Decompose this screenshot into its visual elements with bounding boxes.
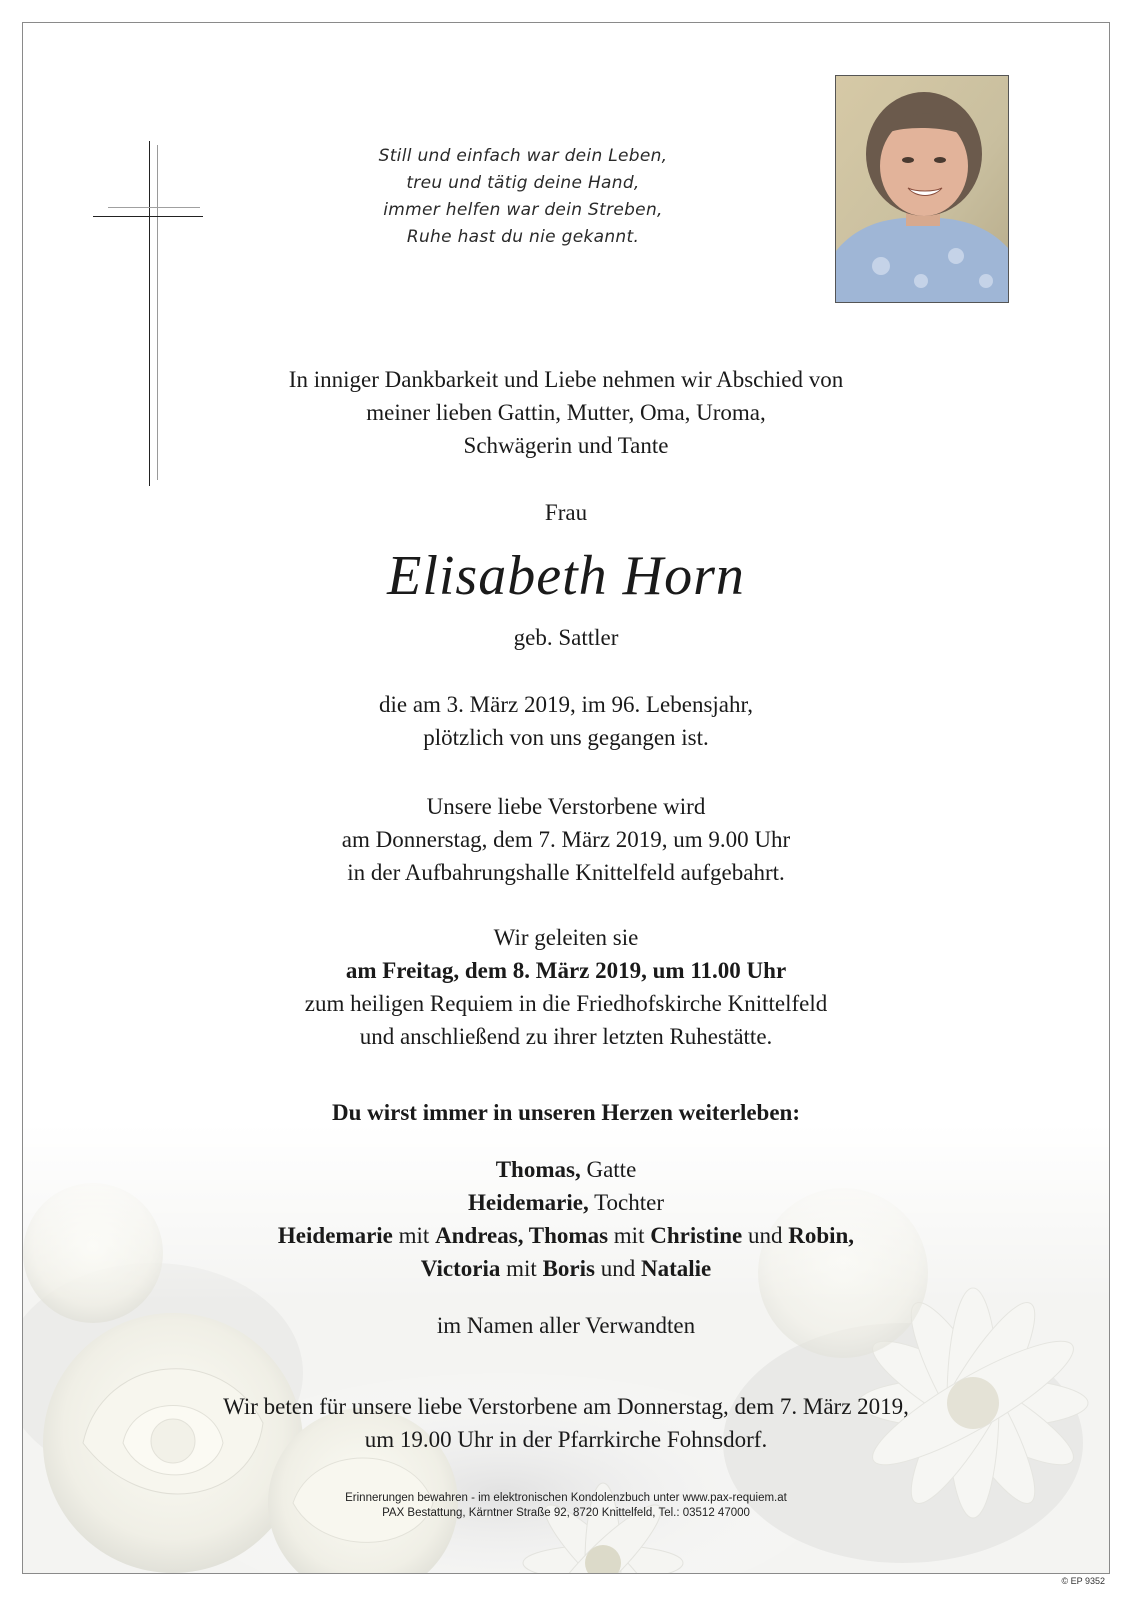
requiem-notice [23,921,1109,1053]
verse-line: Still und einfach war dein Leben, [378,146,668,166]
intro-line: In inniger Dankbarkeit und Liebe nehmen wir Abschied von [288,367,844,392]
family-row: Heidemarie mit Andreas, Thomas mit Christine und Robin, [277,1223,855,1248]
birth-name: geb. Sattler [513,625,619,650]
family-row: Victoria mit Boris und Natalie [420,1256,712,1281]
portrait-photo [835,75,1009,303]
requiem-line: und anschließend zu ihrer letzten Ruhestätte. [359,1024,773,1049]
intro-text [23,363,1109,462]
footer-line: PAX Bestattung, Kärntner Straße 92, 8720 Knittelfeld, Tel.: 03512 47000 [382,1507,750,1519]
title-frau: Frau [544,500,588,525]
obituary-card [22,22,1110,1574]
memorial-verse [373,143,673,251]
footer-info [23,1491,1109,1521]
viewing-notice [23,790,1109,889]
family-row: Heidemarie, Tochter [468,1190,664,1215]
cross-horizontal-shadow [108,207,200,208]
verse-line: Ruhe hast du nie gekannt. [406,227,640,247]
intro-line: Schwägerin und Tante [463,433,669,458]
print-code: © EP 9352 [1061,1576,1105,1586]
requiem-date: am Freitag, dem 8. März 2019, um 11.00 Uhr [345,958,787,983]
requiem-line: Wir geleiten sie [493,925,639,950]
prayer-line: um 19.00 Uhr in der Pfarrkirche Fohnsdorf. [364,1427,768,1452]
viewing-line: am Donnerstag, dem 7. März 2019, um 9.00 Uhr [341,827,791,852]
death-notice [23,688,1109,754]
card-content [23,23,1109,1573]
death-line: plötzlich von uns gegangen ist. [423,725,709,750]
requiem-line: zum heiligen Requiem in die Friedhofskirche Knittelfeld [304,991,828,1016]
viewing-line: Unsere liebe Verstorbene wird [426,794,706,819]
death-line: die am 3. März 2019, im 96. Lebensjahr, [378,692,753,717]
family-row: Thomas, Gatte [495,1157,637,1182]
cross-horizontal-line [93,216,203,217]
intro-line: meiner lieben Gattin, Mutter, Oma, Uroma, [366,400,766,425]
family-list [23,1153,1109,1285]
footer-line: Erinnerungen bewahren - im elektronischen Kondolenzbuch unter www.pax-requiem.at [345,1492,787,1504]
behalf-line: im Namen aller Verwandten [436,1313,696,1338]
prayer-line: Wir beten für unsere liebe Verstorbene am Donnerstag, dem 7. März 2019, [223,1394,909,1419]
viewing-line: in der Aufbahrungshalle Knittelfeld aufgebahrt. [347,860,785,885]
prayer-notice [23,1390,1109,1456]
verse-line: immer helfen war dein Streben, [383,200,663,220]
heart-line: Du wirst immer in unseren Herzen weiterleben: [332,1100,800,1125]
deceased-name: Elisabeth Horn [387,545,745,607]
verse-line: treu und tätig deine Hand, [406,173,640,193]
